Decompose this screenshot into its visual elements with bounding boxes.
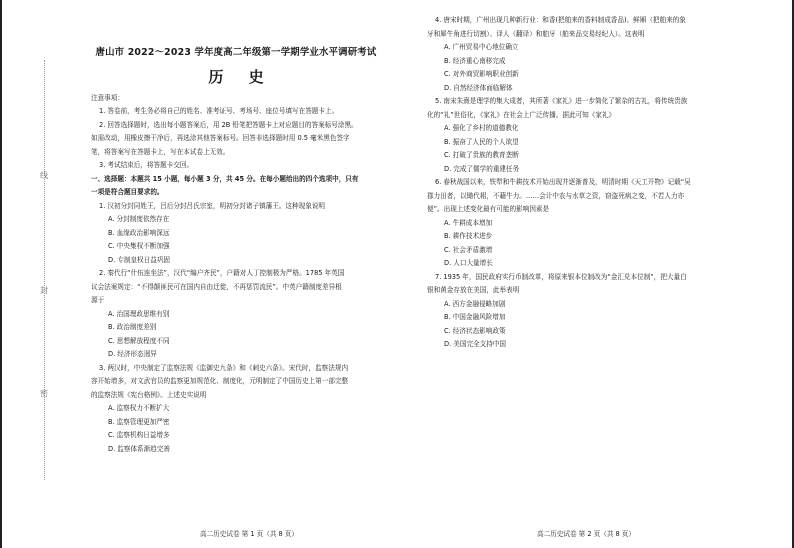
question-6-stem: 6. 春秋战国以来，铁犁和牛耕技术开始出现并逐渐普及，明清时期《天工开物》记载“吴 [435,178,691,186]
question-3-option-c: C. 监察机构日益增多 [108,431,170,439]
binding-line [44,60,45,480]
question-6-option-c: C. 社会矛盾激增 [444,245,493,254]
question-3-stem: 容开始增多，对文武官员的监察更加规范化、制度化，元明制定了中国历史上第一部完整 [91,377,349,385]
question-6-stem: 便”。出现上述变化最有可能的影响因素是 [427,205,550,213]
exam-title: 唐山市 2022～2023 学年度高二年级第一学期学业水平调研考试 [95,47,377,58]
notice-line: 笔，将答案写在答题卡上，写在本试卷上无效。 [91,147,230,156]
question-6-stem: 郡力田者，以锄代耜，不藉牛力。……会计中农与水草之资，窃盗死病之变，不若人力亦 [427,191,685,200]
question-3-stem: 的监察法规《宪台格例》。上述史实说明 [91,390,207,399]
question-5-option-b: B. 振奋了人民的个人欲望 [444,137,519,146]
subject-title: 历 史 [208,67,274,86]
question-7-option-a: A. 西方金融侵略加剧 [444,299,506,308]
question-7-option-d: D. 美国完全支持中国 [444,340,507,348]
left-column [91,46,391,456]
question-4-stem: 4. 唐宋时期，广州出现几种新行业：和香(把舶来的香料制成香品)、鲜厢（把舶来的象 [435,16,686,24]
page-footer: 高二历史试卷 第 2 页（共 8 页） [537,530,635,538]
question-5-option-c: C. 打破了贵族的教育垄断 [444,151,519,159]
section-heading-cont: 一项是符合题目要求的。 [91,188,164,196]
question-5-option-a: A. 强化了乡村的道德教化 [444,124,519,132]
question-5-option-d: D. 完成了儒学的重建任务 [444,164,520,173]
question-2-option-c: C. 思想解放程度不同 [108,336,170,345]
question-7-option-c: C. 经济状态影响政策 [444,326,506,335]
section-heading: 一、选择题：本题共 15 小题，每小题 3 分，共 45 分。在每小题给出的四个选项中，只有 [91,174,359,183]
question-4-option-b: B. 经济重心南移完成 [444,56,506,65]
gutter-mark-seal: 封 [40,286,48,295]
question-3-stem: 3. 两汉时，中央制定了监察法规《监御史九条》和《刺史六条》。宋代时，监察法规内 [99,363,349,372]
question-7-stem: 银和黄金存放在美国，此举表明 [427,286,520,294]
question-1-option-c: C. 中央集权不断加强 [108,242,170,250]
notice-line: 3. 考试结束后，将答题卡交回。 [99,161,194,169]
question-5-stem: 化的“礼”世俗化，《家礼》在社会上广泛传播。据此可知《家礼》 [427,110,616,119]
question-1-option-d: D. 专制皇权日益巩固 [108,255,171,264]
right-column [427,14,777,352]
question-3-option-a: A. 监察权力不断扩大 [108,404,170,412]
question-7-stem: 7. 1935 年，国民政府实行币制改革，将原来银本位制改为“金汇兑本位制”，把大量白 [435,272,687,281]
question-6-option-b: B. 耕作技术进步 [444,232,493,240]
question-4-option-a: A. 广州贸易中心地位确立 [444,43,519,51]
question-4-option-c: C. 对外商贸影响职业创新 [444,70,519,78]
notice-line: 2. 回答选择题时，选出每小题答案后，用 2B 铅笔把答题卡上对应题目的答案标号涂黑。 [99,120,358,129]
question-6-option-d: D. 人口大量增长 [444,259,493,267]
question-5-stem: 5. 南宋朱熹是理学的集大成者，其所著《家礼》进一步简化了繁杂的古礼，将传统贵族 [435,97,688,105]
question-1-option-b: B. 血缘政治影响深远 [108,228,170,237]
notice-line: 如需改动，用橡皮擦干净后，再选涂其他答案标号。回答非选择题时用 0.5 毫米黑色签字 [91,134,350,142]
question-4-option-d: D. 自然经济体面临解体 [444,83,513,92]
gutter-mark-line: 线 [40,171,48,180]
question-6-option-a: A. 牛耕成本增加 [444,218,493,227]
question-7-option-b: B. 中国金融风险增加 [444,313,506,321]
question-2-stem: 源于 [91,296,105,304]
notice-heading: 注意事项： [91,93,124,102]
question-2-stem: 2. 秦代行“什伍连坐法”，汉代“编户齐民”，户籍对人丁控制极为严格。1785 年英国 [99,269,345,277]
notice-line: 1. 答卷前，考生务必将自己的姓名、准考证号、考场号、座位号填写在答题卡上。 [99,107,339,115]
question-4-stem: 牙和犀牛角进行切割）、译人（翻译）和舶牙（舶来品交易经纪人）。这表明 [427,29,645,38]
gutter-mark-secret: 密 [40,389,48,398]
page-footer: 高二历史试卷 第 1 页（共 8 页） [200,530,298,538]
question-2-option-b: B. 政治制度差别 [108,323,157,331]
question-1-option-a: A. 分封制度依然存在 [108,215,170,223]
question-1-stem: 1. 汉初分封同姓王，吕后分封吕氏宗室，明初分封诸子镇藩王。这种现象说明 [99,201,325,210]
question-3-option-b: B. 监察管理更加严密 [108,417,170,426]
question-2-option-a: A. 治国理政思维有别 [108,309,170,318]
page-2 [397,0,794,548]
question-3-option-d: D. 监察体系渐趋完善 [108,444,171,453]
question-2-option-d: D. 经济形态迥异 [108,350,157,358]
question-2-stem: 议会法案规定：“不得颠匪民可在国内自由迁徙，不再惩罚流民”。中英户籍制度差异根 [91,282,342,291]
